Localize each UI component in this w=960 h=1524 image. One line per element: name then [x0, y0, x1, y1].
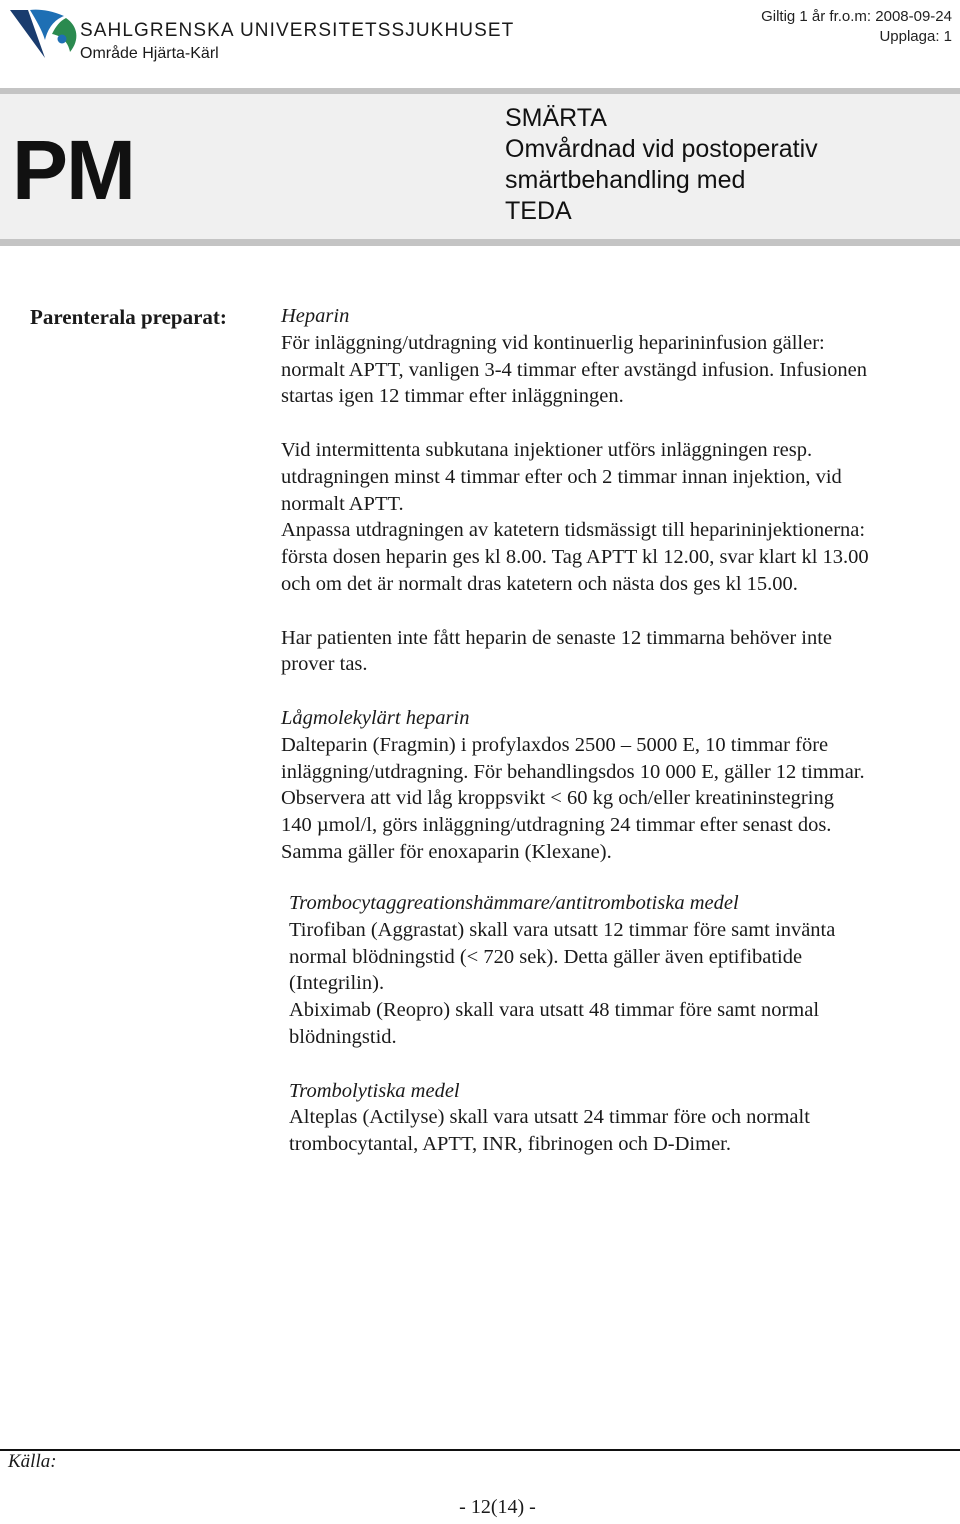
text-line: För inläggning/utdragning vid kontinuerlig heparininfusion gäller:	[281, 331, 825, 354]
organization-name: SAHLGRENSKA UNIVERSITETSSJUKHUSET	[80, 20, 515, 41]
document-meta	[761, 7, 952, 47]
thrombolytic-heading: Trombolytiska medel	[289, 1079, 460, 1102]
source-label: Källa:	[8, 1451, 57, 1472]
heparin-heading: Heparin	[281, 305, 350, 327]
title-line: Omvårdnad vid postoperativ	[505, 135, 818, 163]
text-line: inläggning/utdragning. För behandlingsdos 10 000 E, gäller 12 timmar.	[281, 760, 865, 783]
text-line: startas igen 12 timmar efter inläggningen.	[281, 385, 624, 408]
validity-text: Giltig 1 år fr.o.m: 2008-09-24	[761, 8, 952, 25]
text-line: blödningstid.	[289, 1025, 397, 1048]
hospital-logo-icon	[8, 6, 82, 68]
text-line: och om det är normalt dras katetern och nästa dos ges kl 15.00.	[281, 572, 798, 595]
text-line: (Integrilin).	[289, 972, 385, 995]
text-line: Tirofiban (Aggrastat) skall vara utsatt 12 timmar före samt invänta	[289, 918, 836, 941]
text-line: Vid intermittenta subkutana injektioner utförs inläggningen resp.	[281, 438, 813, 461]
text-line: Observera att vid låg kroppsvikt < 60 kg och/eller kreatininstegring	[281, 787, 834, 810]
title-line: smärtbehandling med	[505, 166, 746, 194]
department-name: Område Hjärta-Kärl	[80, 45, 219, 62]
text-line: normalt APTT.	[281, 492, 404, 515]
text-line: normalt APTT, vanligen 3-4 timmar efter avstängd infusion. Infusionen	[281, 358, 868, 381]
text-line: Anpassa utdragningen av katetern tidsmässigt till heparininjektionerna:	[281, 519, 866, 542]
text-line: Har patienten inte fått heparin de senaste 12 timmarna behöver inte	[281, 626, 833, 649]
text-line: 140 µmol/l, görs inläggning/utdragning 24 timmar efter senast dos.	[281, 814, 832, 837]
footer-divider	[0, 1449, 960, 1451]
text-line: Abiximab (Reopro) skall vara utsatt 48 timmar före samt normal	[289, 999, 820, 1022]
antithrombotic-section	[289, 890, 953, 1158]
text-line: Samma gäller för enoxaparin (Klexane).	[281, 840, 612, 863]
title-line: SMÄRTA	[505, 104, 607, 132]
text-line: trombocytantal, APTT, INR, fibrinogen och D-Dimer.	[289, 1133, 731, 1156]
text-line: Alteplas (Actilyse) skall vara utsatt 24 timmar före och normalt	[289, 1106, 810, 1129]
document-type: PM	[12, 123, 134, 217]
document-title	[505, 103, 818, 227]
title-line: TEDA	[505, 197, 572, 225]
edition-text: Upplaga: 1	[879, 28, 952, 45]
lmwh-heading: Lågmolekylärt heparin	[281, 706, 470, 729]
text-line: prover tas.	[281, 653, 368, 676]
text-line: utdragningen minst 4 timmar efter och 2 timmar innan injektion, vid	[281, 465, 842, 488]
antiplatelet-heading: Trombocytaggreationshämmare/antitrombotiska medel	[289, 892, 739, 914]
page-number: - 12(14) -	[459, 1496, 536, 1518]
section-label: Parenterala preparat:	[30, 305, 227, 329]
text-line: Dalteparin (Fragmin) i profylaxdos 2500 – 5000 E, 10 timmar före	[281, 733, 829, 756]
text-line: normal blödningstid (< 720 sek). Detta gäller även eptifibatide	[289, 945, 803, 968]
text-line: första dosen heparin ges kl 8.00. Tag APTT kl 12.00, svar klart kl 13.00	[281, 546, 869, 569]
title-banner	[0, 88, 960, 246]
heparin-section	[281, 303, 953, 866]
